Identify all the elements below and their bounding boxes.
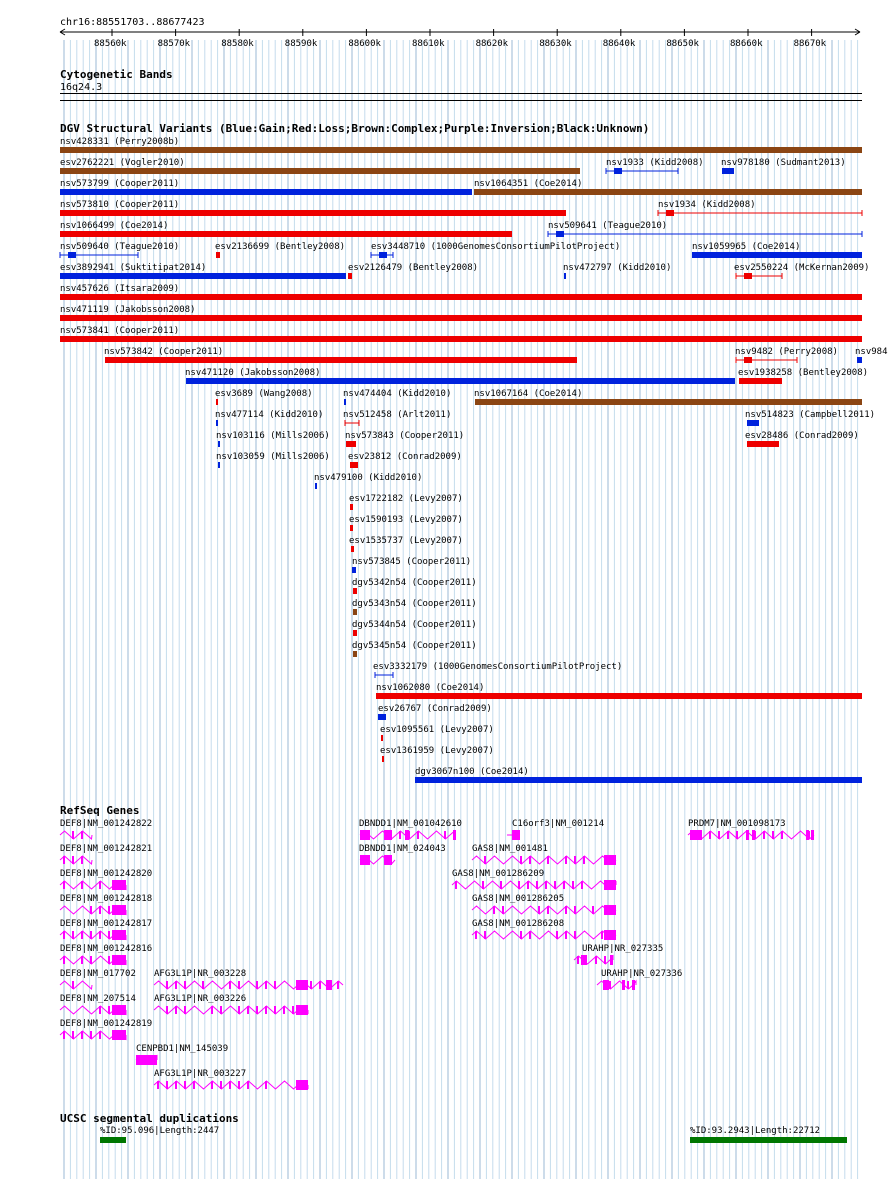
dgv-variant-bar	[747, 441, 779, 447]
dgv-variant-label: nsv428331 (Perry2008b)	[60, 137, 180, 147]
gene-label: DEF8|NM_001242818	[60, 894, 153, 904]
dgv-variant-label: dgv5342n54 (Cooper2011)	[352, 578, 477, 588]
dgv-variant-label: nsv103116 (Mills2006)	[216, 431, 330, 441]
gene-model	[60, 981, 92, 989]
gene-label: DEF8|NM_017702	[60, 969, 136, 979]
dgv-variant-label: nsv1066499 (Coe2014)	[60, 221, 169, 231]
dgv-variant-bar	[348, 273, 352, 279]
dgv-variant-label: esv1722182 (Levy2007)	[349, 494, 463, 504]
dgv-variant-bar	[739, 378, 782, 384]
dgv-variant-label: esv1535737 (Levy2007)	[349, 536, 463, 546]
dgv-variant-bar	[474, 189, 862, 195]
ruler-tick-label: 88560k	[94, 39, 127, 49]
segdup-bar	[690, 1137, 847, 1143]
dgv-variant-bar	[218, 441, 220, 447]
dgv-variant-bar	[747, 420, 759, 426]
dgv-variant-label: esv3689 (Wang2008)	[215, 389, 313, 399]
dgv-variant-bar	[722, 168, 734, 174]
dgv-variant-bar	[351, 546, 354, 552]
dgv-variant-bar	[692, 252, 862, 258]
dgv-variant-bar	[105, 357, 577, 363]
dgv-variant-label: nsv471120 (Jakobsson2008)	[185, 368, 321, 378]
dgv-variant-label: esv2136699 (Bentley2008)	[215, 242, 346, 252]
dgv-variant-label: nsv471119 (Jakobsson2008)	[60, 305, 196, 315]
cytoband-label: 16q24.3	[60, 82, 103, 93]
gene-label: DEF8|NM_001242820	[60, 869, 153, 879]
gene-model	[507, 830, 520, 840]
dgv-variant-bar	[60, 336, 862, 342]
dgv-variant-label: nsv509640 (Teague2010)	[60, 242, 180, 252]
cytoband-line-bottom	[60, 100, 862, 101]
gene-label: DEF8|NM_001242819	[60, 1019, 153, 1029]
dgv-variant-label: esv2550224 (McKernan2009)	[734, 263, 870, 273]
dgv-variant-bar	[60, 315, 862, 321]
dgv-variant-bar	[60, 210, 566, 216]
dgv-variant-feature	[736, 357, 797, 363]
dgv-variant-bar	[376, 693, 862, 699]
gene-label: DEF8|NM_001242817	[60, 919, 153, 929]
dgv-variant-bar	[352, 567, 356, 573]
dgv-variant-label: nsv1933 (Kidd2008)	[606, 158, 704, 168]
gene-label: AFG3L1P|NR_003228	[154, 969, 247, 979]
gene-label: GAS8|NM_001286209	[452, 869, 545, 879]
dgv-variant-label: nsv457626 (Itsara2009)	[60, 284, 180, 294]
dgv-variant-label: dgv3067n100 (Coe2014)	[415, 767, 529, 777]
segdup-track-title: UCSC segmental duplications	[60, 1112, 239, 1125]
dgv-variant-bar	[60, 273, 346, 279]
location-label: chr16:88551703..88677423	[60, 17, 205, 28]
dgv-variant-bar	[186, 378, 735, 384]
ruler-tick-label: 88630k	[539, 39, 572, 49]
dgv-variant-label: nsv1934 (Kidd2008)	[658, 200, 756, 210]
dgv-variant-bar	[216, 420, 218, 426]
dgv-variant-bar	[381, 735, 383, 741]
dgv-variant-label: esv28486 (Conrad2009)	[745, 431, 859, 441]
dgv-variant-label: nsv1062080 (Coe2014)	[376, 683, 485, 693]
gene-label: CENPBD1|NM_145039	[136, 1044, 229, 1054]
dgv-variant-label: dgv5344n54 (Cooper2011)	[352, 620, 477, 630]
dgv-variant-label: nsv9482 (Perry2008)	[735, 347, 838, 357]
dgv-variant-label: dgv5343n54 (Cooper2011)	[352, 599, 477, 609]
dgv-variant-bar	[60, 189, 472, 195]
dgv-variant-label: esv1095561 (Levy2007)	[380, 725, 494, 735]
gene-label: DEF8|NM_001242822	[60, 819, 153, 829]
dgv-variant-label: esv1361959 (Levy2007)	[380, 746, 494, 756]
dgv-variant-feature	[658, 210, 862, 216]
gene-model	[154, 1005, 308, 1015]
cytoband-line-top	[60, 93, 862, 94]
gene-model	[60, 831, 92, 839]
ruler-tick-label: 88570k	[157, 39, 191, 49]
dgv-variant-bar	[378, 714, 386, 720]
dgv-variant-label: nsv514823 (Campbell2011)	[745, 410, 876, 420]
dgv-variant-label: nsv512458 (Arlt2011)	[343, 410, 452, 420]
dgv-variant-bar	[60, 168, 580, 174]
dgv-variant-bar	[353, 609, 357, 615]
dgv-variant-bar	[415, 777, 862, 783]
dgv-variant-label: nsv1059965 (Coe2014)	[692, 242, 801, 252]
dgv-variant-bar	[350, 504, 353, 510]
dgv-variant-bar	[218, 462, 220, 468]
dgv-variant-label: esv26767 (Conrad2009)	[378, 704, 492, 714]
dgv-variant-label: nsv474404 (Kidd2010)	[343, 389, 452, 399]
gene-label: AFG3L1P|NR_003226	[154, 994, 247, 1004]
gene-label: DEF8|NM_001242821	[60, 844, 153, 854]
refseq-track-title: RefSeq Genes	[60, 804, 140, 817]
gene-label: DBNDD1|NM_001042610	[359, 819, 462, 829]
segdup-label: %ID:95.096|Length:2447	[100, 1126, 220, 1136]
dgv-variant-feature	[371, 252, 393, 258]
dgv-variant-label: nsv477114 (Kidd2010)	[215, 410, 324, 420]
dgv-variant-feature	[606, 168, 678, 174]
dgv-variant-label: dgv5345n54 (Cooper2011)	[352, 641, 477, 651]
ruler-tick-label: 88580k	[221, 39, 254, 49]
cytoband-track-title: Cytogenetic Bands	[60, 68, 173, 81]
ruler-tick-label: 88590k	[284, 39, 318, 49]
dgv-variant-bar	[60, 231, 512, 237]
dgv-variant-feature	[60, 252, 138, 258]
gene-model	[60, 856, 92, 864]
gene-label: URAHP|NR_027336	[601, 969, 683, 979]
gene-label: C16orf3|NM_001214	[512, 819, 605, 829]
dgv-variant-bar	[353, 630, 357, 636]
dgv-variant-label: esv2126479 (Bentley2008)	[348, 263, 479, 273]
gene-model	[154, 980, 343, 990]
gene-label: AFG3L1P|NR_003227	[154, 1069, 247, 1079]
dgv-variant-bar	[353, 651, 357, 657]
gene-model	[154, 1080, 308, 1090]
dgv-variant-label: esv1938258 (Bentley2008)	[738, 368, 869, 378]
ruler-tick-label: 88600k	[348, 39, 381, 49]
dgv-variant-label: esv3892941 (Suktitipat2014)	[60, 263, 207, 273]
gene-model	[688, 830, 814, 840]
dgv-variant-label: nsv1064351 (Coe2014)	[474, 179, 583, 189]
dgv-variant-label: nsv573842 (Cooper2011)	[104, 347, 224, 357]
dgv-track-title: DGV Structural Variants (Blue:Gain;Red:Loss;Brown:Complex;Purple:Inversion;Black:Unknown)	[60, 122, 650, 135]
dgv-variant-label: nsv573843 (Cooper2011)	[345, 431, 465, 441]
dgv-variant-label: nsv472797 (Kidd2010)	[563, 263, 672, 273]
dgv-variant-bar	[216, 399, 218, 405]
dgv-variant-label: esv3448710 (1000GenomesConsortiumPilotProject)	[371, 242, 621, 252]
dgv-variant-bar	[353, 588, 357, 594]
dgv-variant-label: esv3332179 (1000GenomesConsortiumPilotProject)	[373, 662, 623, 672]
gene-model	[574, 955, 613, 965]
ruler-tick-label: 88670k	[793, 39, 827, 49]
segdup-bar	[100, 1137, 126, 1143]
dgv-variant-bar	[216, 252, 220, 258]
gene-model	[597, 980, 636, 990]
dgv-variant-label: nsv573799 (Cooper2011)	[60, 179, 180, 189]
dgv-variant-bar	[315, 483, 317, 489]
ruler-tick-label: 88660k	[730, 39, 763, 49]
dgv-variant-bar	[564, 273, 566, 279]
dgv-variant-bar	[857, 357, 862, 363]
dgv-variant-label: nsv573810 (Cooper2011)	[60, 200, 180, 210]
ruler-tick-label: 88650k	[666, 39, 699, 49]
dgv-variant-label: nsv984	[855, 347, 888, 357]
gene-label: PRDM7|NM_001098173	[688, 819, 786, 829]
gene-label: URAHP|NR_027335	[582, 944, 664, 954]
dgv-variant-label: esv2762221 (Vogler2010)	[60, 158, 185, 168]
dgv-variant-label: nsv479100 (Kidd2010)	[314, 473, 423, 483]
dgv-variant-label: nsv573845 (Cooper2011)	[352, 557, 472, 567]
ruler-tick-label: 88620k	[475, 39, 509, 49]
ruler	[60, 29, 860, 35]
gene-model	[136, 1055, 157, 1065]
dgv-variant-label: nsv978180 (Sudmant2013)	[721, 158, 846, 168]
gene-label: GAS8|NM_001481	[472, 844, 548, 854]
dgv-variant-label: nsv1067164 (Coe2014)	[474, 389, 583, 399]
gene-label: GAS8|NM_001286205	[472, 894, 565, 904]
gene-label: GAS8|NM_001286208	[472, 919, 565, 929]
gene-label: DEF8|NM_001242816	[60, 944, 153, 954]
dgv-variant-bar	[475, 399, 862, 405]
gene-label: DBNDD1|NM_024043	[359, 844, 446, 854]
dgv-variant-bar	[350, 462, 358, 468]
gene-label: DEF8|NM_207514	[60, 994, 136, 1004]
dgv-variant-label: esv1590193 (Levy2007)	[349, 515, 463, 525]
segdup-label: %ID:93.2943|Length:22712	[690, 1126, 821, 1136]
dgv-variant-bar	[60, 147, 862, 153]
dgv-variant-label: esv23812 (Conrad2009)	[348, 452, 462, 462]
dgv-variant-bar	[382, 756, 384, 762]
ruler-tick-label: 88640k	[602, 39, 636, 49]
dgv-variant-bar	[350, 525, 353, 531]
dgv-variant-label: nsv103059 (Mills2006)	[216, 452, 330, 462]
dgv-variant-label: nsv509641 (Teague2010)	[548, 221, 668, 231]
ruler-tick-label: 88610k	[412, 39, 445, 49]
gene-model	[452, 880, 616, 890]
dgv-variant-label: nsv573841 (Cooper2011)	[60, 326, 180, 336]
dgv-variant-bar	[346, 441, 356, 447]
dgv-variant-bar	[60, 294, 862, 300]
dgv-variant-bar	[344, 399, 346, 405]
